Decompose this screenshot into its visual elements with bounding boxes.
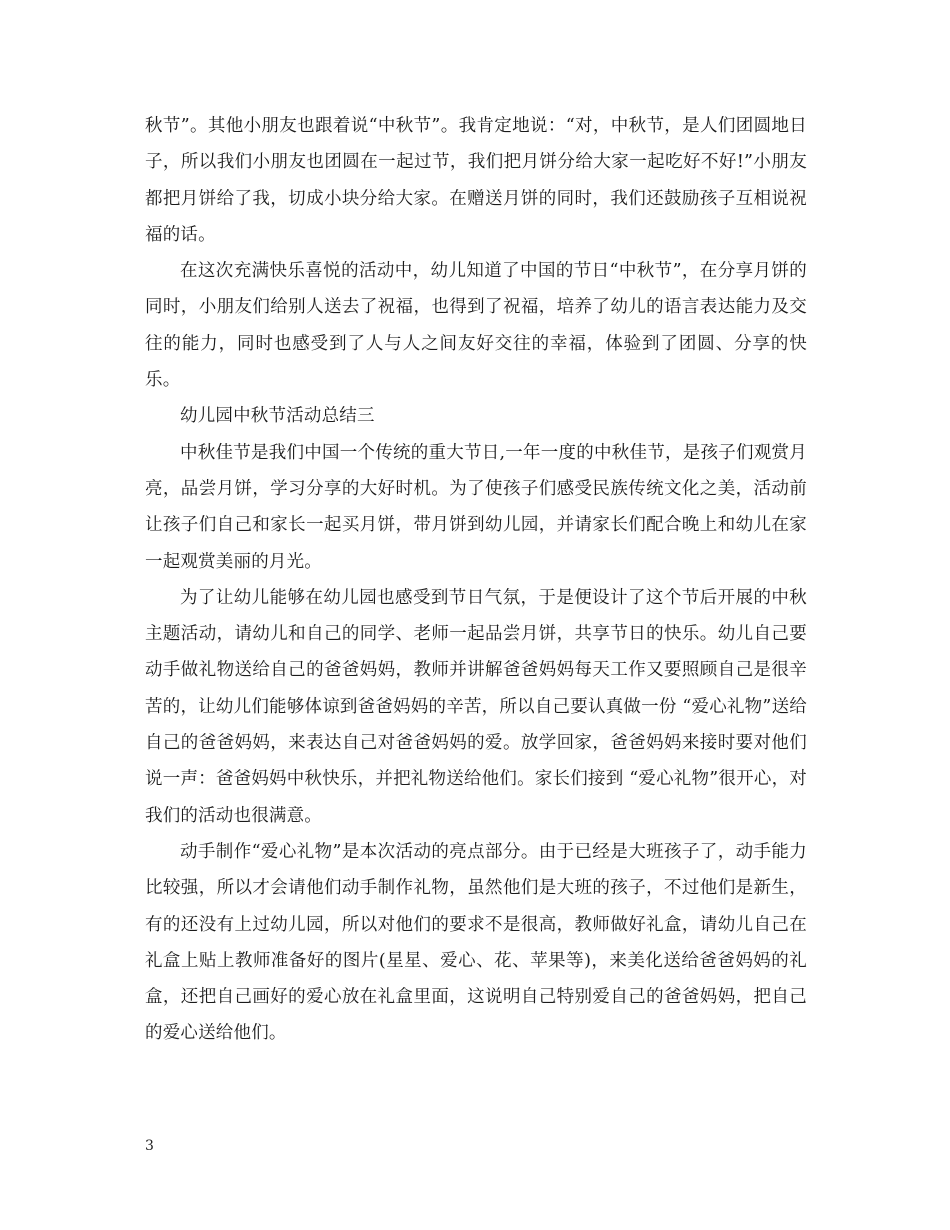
paragraph-continued: 秋节”。其他小朋友也跟着说“中秋节”。我肯定地说：“对，中秋节，是人们团圆地日子，所以我们小朋友也团圆在一起过节，我们把月饼分给大家一起吃好不好!”小朋友都把月饼给了我，切成小块分给大家。在赠送月饼的同时，我们还鼓励孩子互相说祝福的话。 <box>145 116 807 245</box>
section-heading: 幼儿园中秋节活动总结三 <box>180 406 375 427</box>
paragraph-theme-activity: 为了让幼儿能够在幼儿园也感受到节日气氛，于是便设计了这个节后开展的中秋主题活动，请幼儿和自己的同学、老师一起品尝月饼，共享节日的快乐。幼儿自己要动手做礼物送给自己的爸爸妈妈，教师并讲解爸爸妈妈每天工作又要照顾自己是很辛苦的，让幼儿们能够体谅到爸爸妈妈的辛苦，所以自己要认真做一份 “爱心礼物”送给自己的爸爸妈妈，来表达自己对爸爸妈妈的爱。放学回家，爸爸妈妈来接时要对他们说一声：爸爸妈妈中秋快乐，并把礼物送给他们。家长们接到 “爱心礼物”很开心，对我们的活动也很满意。 <box>145 587 807 826</box>
paragraph-intro: 中秋佳节是我们中国一个传统的重大节日,一年一度的中秋佳节，是孩子们观赏月亮，品尝月饼，学习分享的大好时机。为了使孩子们感受民族传统文化之美，活动前让孩子们自己和家长一起买月饼，带月饼到幼儿园，并请家长们配合晚上和幼儿在家一起观赏美丽的月光。 <box>145 442 807 572</box>
paragraph-gift-making: 动手制作“爱心礼物”是本次活动的亮点部分。由于已经是大班孩子了，动手能力比较强，所以才会请他们动手制作礼物，虽然他们是大班的孩子，不过他们是新生，有的还没有上过幼儿园，所以对他们的要求不是很高，教师做好礼盒，请幼儿自己在礼盒上贴上教师准备好的图片(星星、爱心、花、苹果等)，来美化送给爸爸妈妈的礼盒，还把自己画好的爱心放在礼盒里面，这说明自己特别爱自己的爸爸妈妈，把自己的爱心送给他们。 <box>145 841 807 1044</box>
paragraph-activity-reflection: 在这次充满快乐喜悦的活动中，幼儿知道了中国的节日“中秋节”，在分享月饼的同时，小朋友们给别人送去了祝福，也得到了祝福，培养了幼儿的语言表达能力及交往的能力，同时也感受到了人与人之间友好交往的幸福，体验到了团圆、分享的快乐。 <box>145 261 807 391</box>
document-body <box>145 108 807 1052</box>
page-number: 3 <box>145 1138 154 1154</box>
